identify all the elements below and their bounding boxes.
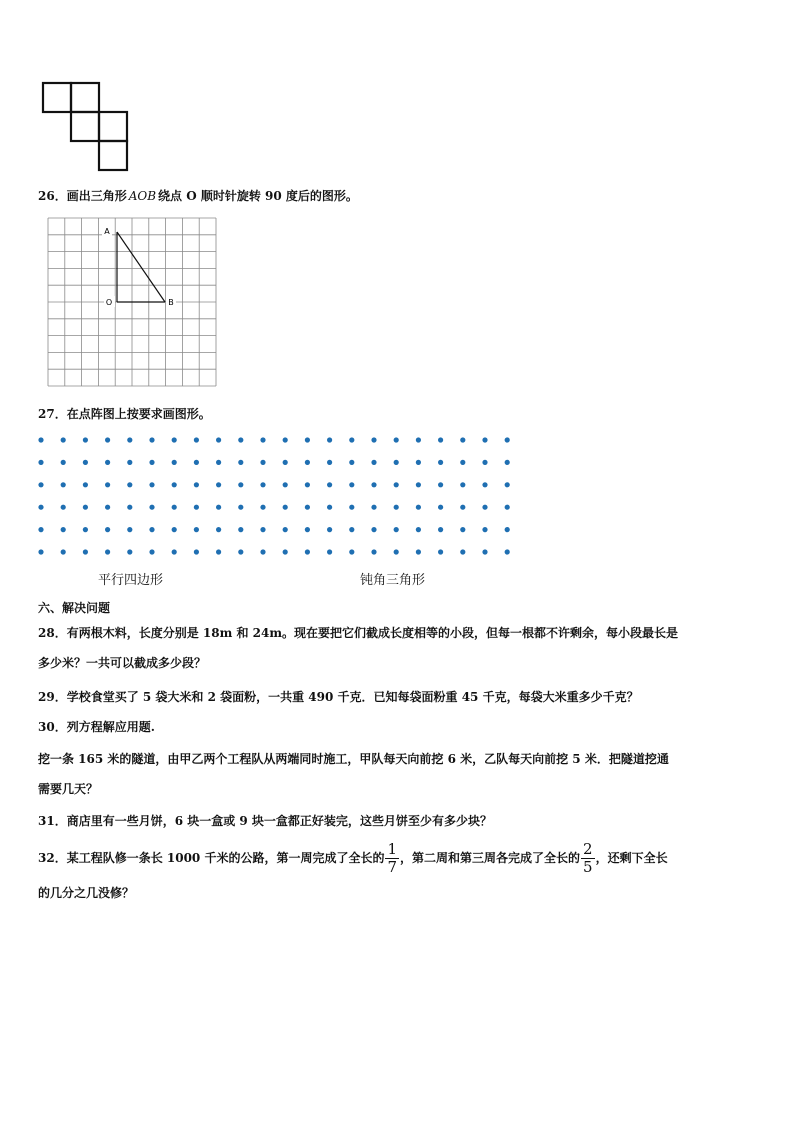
lattice-dot [172,482,177,487]
lattice-dot [216,505,221,510]
question-number: 29． [38,690,67,704]
lattice-dot [482,549,487,554]
lattice-dot [238,460,243,465]
lattice-dot [149,505,154,510]
lattice-dot [394,460,399,465]
lattice-dot [216,460,221,465]
question-text: ，第二周和第三周各完成了全长的 [400,851,581,865]
question-31 [38,812,492,829]
lattice-dot [38,460,43,465]
question-text: 在点阵图上按要求画图形。 [66,407,211,421]
lattice-dot [105,505,110,510]
lattice-dot [149,460,154,465]
lattice-dot [460,460,465,465]
lattice-dot [61,549,66,554]
lattice-dot [394,505,399,510]
question-30-continued: 需要几天？ [38,782,99,796]
lattice-dot [349,527,354,532]
lattice-dot [83,460,88,465]
lattice-dot [327,437,332,442]
lattice-dot [83,482,88,487]
lattice-dot [38,527,43,532]
question-30 [38,718,155,735]
lattice-dot [438,460,443,465]
lattice-dot [105,482,110,487]
point-a-label: A [104,227,110,236]
cube-net-figure [40,80,132,174]
net-square [99,112,127,141]
lattice-dot [505,482,510,487]
lattice-dot [482,437,487,442]
lattice-dot [238,549,243,554]
question-number: 30． [38,720,67,734]
fraction-numerator: 2 [583,840,593,858]
lattice-dot [149,549,154,554]
lattice-dot [194,505,199,510]
lattice-dot [305,527,310,532]
lattice-dot [172,505,177,510]
lattice-dot [460,549,465,554]
question-text: 列方程解应用题. [66,720,155,734]
lattice-dot [327,527,332,532]
lattice-dot [371,549,376,554]
question-number: 27． [38,407,67,421]
question-27 [38,406,211,422]
point-b-label: B [168,298,174,307]
lattice-dot [283,505,288,510]
lattice-dot [127,460,132,465]
lattice-dot [38,482,43,487]
lattice-dot [305,505,310,510]
lattice-dot [460,437,465,442]
question-text: 某工程队修一条长 1000 千米的公路，第一周完成了全长的 [66,851,385,865]
net-square [71,83,99,112]
lattice-dot [505,527,510,532]
lattice-dot [460,505,465,510]
lattice-dot [149,482,154,487]
lattice-dot [283,460,288,465]
lattice-dot [61,460,66,465]
dot-grid [30,432,520,558]
lattice-dot [305,437,310,442]
lattice-dot [283,482,288,487]
lattice-dot [416,482,421,487]
lattice-dot [127,437,132,442]
caption-obtuse-triangle: 钝角三角形 [360,573,426,588]
lattice-dot [105,549,110,554]
lattice-dot [260,527,265,532]
lattice-dot [327,460,332,465]
fraction-denominator: 5 [583,858,593,876]
lattice-dot [438,527,443,532]
lattice-dot [194,527,199,532]
lattice-dot [482,482,487,487]
lattice-dot [149,527,154,532]
lattice-dot [172,437,177,442]
lattice-dot [127,505,132,510]
fraction-denominator: 7 [387,858,398,876]
lattice-dot [482,460,487,465]
lattice-dot [61,505,66,510]
lattice-dot [327,505,332,510]
lattice-dot [482,527,487,532]
lattice-dot [61,437,66,442]
lattice-dot [83,437,88,442]
lattice-dot [327,549,332,554]
lattice-dot [349,549,354,554]
lattice-dot [371,460,376,465]
net-square [71,112,99,141]
lattice-dot [416,437,421,442]
lattice-dot [505,505,510,510]
lattice-dot [460,482,465,487]
question-28 [38,624,678,641]
lattice-dot [149,437,154,442]
lattice-dot [260,505,265,510]
lattice-dot [394,549,399,554]
question-text: 学校食堂买了 5 袋大米和 2 袋面粉，一共重 490 千克．已知每袋面粉重 45 千克，每袋大米重多少千克？ [66,690,639,704]
lattice-dot [283,527,288,532]
lattice-dot [260,482,265,487]
net-square [43,83,71,112]
lattice-dot [61,482,66,487]
caption-parallelogram: 平行四边形 [98,573,164,588]
question-32-continued: 的几分之几没修？ [38,886,135,900]
lattice-dot [438,482,443,487]
lattice-dot [394,527,399,532]
lattice-dot [38,549,43,554]
lattice-dot [216,482,221,487]
question-number: 31． [38,814,67,828]
question-28-continued: 多少米？一共可以截成多少段？ [38,656,207,670]
question-30-body: 挖一条 165 米的隧道，由甲乙两个工程队从两端同时施工，甲队每天向前挖 6 米，乙队每天向前挖 5 米．把隧道挖通 [38,752,669,766]
lattice-dot [216,437,221,442]
lattice-dot [371,527,376,532]
lattice-dot [438,437,443,442]
question-text: 绕点 O 顺时针旋转 90 度后的图形。 [158,189,358,203]
lattice-dot [327,482,332,487]
lattice-dot [238,437,243,442]
fraction-one-seventh [385,841,399,876]
lattice-dot [283,437,288,442]
lattice-dot [61,527,66,532]
lattice-dot [260,437,265,442]
lattice-dot [416,505,421,510]
lattice-dot [194,460,199,465]
lattice-dot [216,527,221,532]
lattice-dot [172,549,177,554]
point-o-label: O [105,298,113,307]
lattice-dot [482,505,487,510]
question-32 [38,838,668,878]
lattice-dot [505,549,510,554]
lattice-dot [394,482,399,487]
segment-ab [117,232,165,302]
lattice-dot [194,482,199,487]
lattice-dot [438,549,443,554]
lattice-dot [371,482,376,487]
question-29 [38,688,639,705]
lattice-dot [305,549,310,554]
lattice-dot [305,482,310,487]
fraction-two-fifths [581,841,595,876]
lattice-dot [283,549,288,554]
net-square [99,141,127,170]
question-text: 有两根木料，长度分别是 18m 和 24m。现在要把它们截成长度相等的小段，但每一根都不许剩余，每小段最长是 [66,626,679,640]
lattice-dot [172,460,177,465]
question-text: ，还剩下全长 [595,851,668,865]
lattice-dot [127,527,132,532]
lattice-dot [349,505,354,510]
lattice-dot [371,505,376,510]
question-text: 商店里有一些月饼，6 块一盒或 9 块一盒都正好装完，这些月饼至少有多少块？ [66,814,492,828]
lattice-dot [194,549,199,554]
lattice-dot [260,460,265,465]
section-title: 六、解决问题 [38,601,111,615]
lattice-dot [416,527,421,532]
question-number: 32． [38,851,67,865]
question-26 [38,188,358,204]
lattice-dot [349,460,354,465]
rotation-grid [46,216,218,390]
lattice-dot [305,460,310,465]
question-number: 28． [38,626,67,640]
lattice-dot [349,482,354,487]
lattice-dot [83,505,88,510]
lattice-dot [438,505,443,510]
fraction-numerator: 1 [387,840,398,858]
lattice-dot [105,437,110,442]
lattice-dot [194,437,199,442]
lattice-dot [83,549,88,554]
lattice-dot [505,437,510,442]
lattice-dot [127,549,132,554]
lattice-dot [127,482,132,487]
question-number: 26． [38,189,67,203]
lattice-dot [105,460,110,465]
lattice-dot [38,505,43,510]
lattice-dot [216,549,221,554]
lattice-dot [38,437,43,442]
lattice-dot [238,482,243,487]
lattice-dot [238,527,243,532]
lattice-dot [172,527,177,532]
lattice-dot [349,437,354,442]
lattice-dot [505,460,510,465]
lattice-dot [371,437,376,442]
lattice-dot [416,549,421,554]
lattice-dot [83,527,88,532]
lattice-dot [394,437,399,442]
lattice-dot [105,527,110,532]
lattice-dot [416,460,421,465]
question-text: 画出三角形 [66,189,127,203]
lattice-dot [238,505,243,510]
lattice-dot [460,527,465,532]
math-aob: AOB [128,189,157,203]
lattice-dot [260,549,265,554]
